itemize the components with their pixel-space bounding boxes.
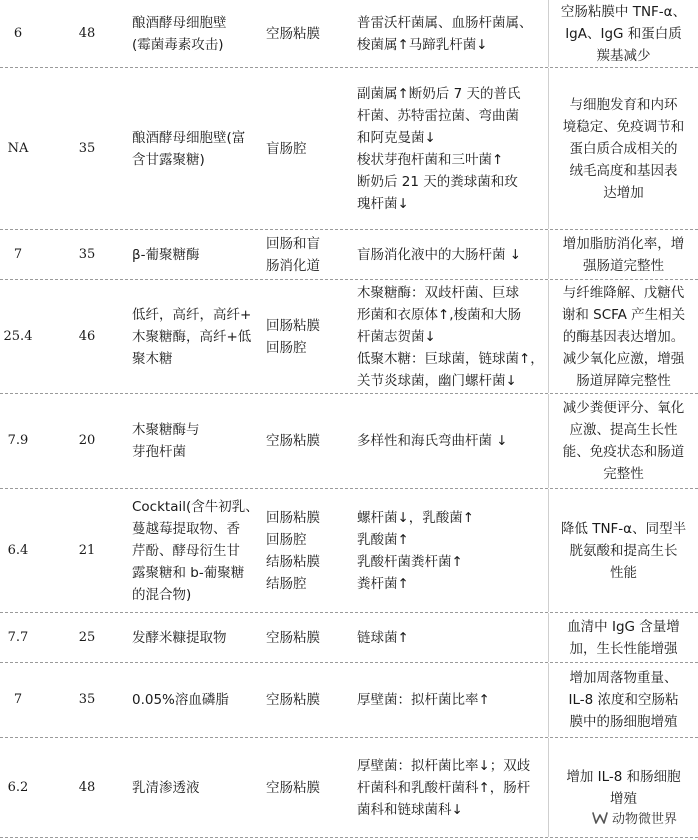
effect-cell-line: 能、免疫状态和肠道 bbox=[562, 444, 685, 460]
additive-cell-line: Cocktail(含牛初乳、 bbox=[132, 498, 259, 515]
effect-cell-line: 羰基减少 bbox=[596, 47, 651, 64]
effect-cell bbox=[548, 68, 698, 229]
additive-cell bbox=[129, 663, 259, 737]
watermark-text: 动物微世界 bbox=[611, 812, 677, 827]
microbiota-change-cell-line: 盲肠消化液中的大肠杆菌 ↓ bbox=[357, 246, 522, 263]
additive-cell bbox=[129, 489, 259, 612]
weaning-age-cell: 25.4 bbox=[3, 328, 33, 344]
microbiota-change-cell-line: 杆菌科和乳酸杆菌科↑，肠杆 bbox=[357, 779, 531, 796]
additive-cell bbox=[129, 230, 259, 279]
weaning-age-cell: 7 bbox=[13, 692, 23, 707]
microbiota-change-cell bbox=[355, 394, 548, 488]
trial-days-cell: 48 bbox=[78, 25, 96, 41]
microbiota-change-cell bbox=[355, 230, 548, 279]
additive-cell-line: 含甘露聚糖) bbox=[132, 151, 205, 168]
additive-cell-line: 发酵米糠提取物 bbox=[132, 629, 227, 646]
sample-site-cell-line: 空肠粘膜 bbox=[266, 692, 320, 708]
weaning-age-cell: 7 bbox=[13, 246, 23, 262]
sample-site-cell bbox=[260, 663, 355, 737]
effect-cell bbox=[548, 489, 698, 612]
weaning-age-cell: 6.4 bbox=[7, 542, 29, 558]
sample-site-cell-line: 回肠粘膜 bbox=[266, 509, 320, 526]
weaning-age-cell: 7.7 bbox=[7, 629, 29, 645]
effect-cell-line: 空肠粘膜中 TNF-α、 bbox=[560, 3, 687, 20]
microbiota-change-cell-line: 低聚木糖：巨球菌，链球菌↑， bbox=[357, 350, 544, 367]
table-row bbox=[0, 280, 698, 394]
sample-site-cell bbox=[260, 489, 355, 612]
sample-site-cell bbox=[260, 280, 355, 393]
sample-site-cell bbox=[260, 0, 355, 67]
microbiota-change-cell bbox=[355, 0, 548, 67]
additive-cell-line: 低纤，高纤，高纤+ bbox=[132, 306, 252, 323]
microbiota-change-cell-line: 乳酸菌↑ bbox=[357, 531, 409, 548]
effect-cell-line: 与纤维降解、戊糖代 bbox=[562, 284, 685, 301]
sample-site-cell-line: 回肠腔 bbox=[266, 339, 307, 356]
sample-site-cell bbox=[260, 394, 355, 488]
table-row bbox=[0, 663, 698, 738]
trial-days-cell: 46 bbox=[78, 328, 96, 344]
microbiota-change-cell-line: 断奶后 21 天的粪球菌和玫 bbox=[357, 173, 518, 190]
effect-cell bbox=[548, 663, 698, 737]
additive-cell-line: 木聚糖酶与 bbox=[132, 422, 200, 438]
effect-cell bbox=[548, 280, 698, 393]
microbiota-change-cell-line: 粪杆菌↑ bbox=[357, 575, 409, 592]
microbiota-change-cell bbox=[355, 280, 548, 393]
additive-cell-line: 乳清渗透液 bbox=[132, 779, 200, 796]
additive-cell-line: 蔓越莓提取物、香 bbox=[132, 520, 240, 537]
effect-cell-line: 应激、提高生长性 bbox=[569, 422, 678, 438]
additive-cell-line: 酿酒酵母细胞壁 bbox=[132, 14, 227, 31]
sample-site-cell-line: 结肠粘膜 bbox=[266, 553, 320, 570]
additive-cell bbox=[129, 68, 259, 229]
effect-cell-line: 减少氧化应激，增强 bbox=[562, 350, 685, 367]
microbiota-change-cell-line: 梭状芽孢杆菌和三叶菌↑ bbox=[357, 151, 504, 168]
effect-cell-line: 性能 bbox=[609, 564, 637, 581]
sample-site-cell-line: 结肠腔 bbox=[266, 575, 307, 592]
microbiota-change-cell-line: 厚壁菌：拟杆菌比率↓；双歧 bbox=[357, 757, 531, 774]
weaning-age-cell: 6 bbox=[13, 25, 23, 41]
sample-site-cell-line: 回肠腔 bbox=[266, 531, 307, 548]
table-row bbox=[0, 613, 698, 663]
effect-cell-line: 增殖 bbox=[610, 790, 637, 807]
additive-cell-line: β-葡聚糖酶 bbox=[132, 246, 200, 263]
microbiota-change-cell bbox=[355, 489, 548, 612]
effect-cell-line: IgA、IgG 和蛋白质 bbox=[565, 25, 682, 42]
additive-cell-line: 聚木糖 bbox=[132, 350, 173, 367]
sample-site-cell-line: 盲肠腔 bbox=[266, 140, 307, 157]
microbiota-change-cell-line: 螺杆菌↓，乳酸菌↑ bbox=[357, 509, 475, 526]
microbiota-change-cell-line: 乳酸杆菌粪杆菌↑ bbox=[357, 553, 463, 570]
additive-cell-line: 木聚糖酶，高纤+低 bbox=[132, 328, 252, 345]
weaning-age-cell: NA bbox=[7, 140, 29, 156]
effect-cell-line: 增加周落物重量、 bbox=[569, 670, 678, 686]
table-row bbox=[0, 394, 698, 489]
effect-cell-line: 减少粪便评分、氧化 bbox=[562, 400, 685, 416]
additive-cell-line: 的混合物) bbox=[132, 586, 192, 603]
effect-cell-line: 强肠道完整性 bbox=[583, 257, 664, 274]
trial-days-cell: 35 bbox=[78, 692, 96, 707]
effect-cell-line: 境稳定、免疫调节和 bbox=[562, 118, 685, 135]
effect-cell-line: 完整性 bbox=[603, 466, 644, 482]
wechat-channel-icon bbox=[592, 811, 608, 825]
microbiota-change-cell-line: 梭菌属↑马蹄乳杆菌↓ bbox=[357, 36, 488, 53]
effect-cell-line: 谢和 SCFA 产生相关 bbox=[561, 306, 686, 323]
effect-cell-line: 降低 TNF-α、同型半 bbox=[560, 520, 687, 537]
microbiota-change-cell-line: 瑰杆菌↓ bbox=[357, 195, 409, 212]
table-row bbox=[0, 489, 698, 613]
effect-cell bbox=[548, 613, 698, 662]
microbiota-change-cell-line: 链球菌↑ bbox=[357, 629, 409, 646]
effect-cell-line: IL-8 浓度和空肠粘 bbox=[568, 692, 679, 708]
weaning-age-cell: 6.2 bbox=[7, 779, 29, 795]
additive-cell-line: 芹酚、酵母衍生甘 bbox=[132, 542, 240, 559]
microbiota-change-cell-line: 形菌和衣原体↑,梭菌和大肠 bbox=[357, 306, 522, 323]
effect-cell-line: 血清中 IgG 含量增 bbox=[567, 618, 680, 635]
sample-site-cell-line: 肠消化道 bbox=[266, 257, 320, 274]
additive-cell-line: 酿酒酵母细胞壁(富 bbox=[132, 129, 246, 146]
microbiota-change-cell bbox=[355, 68, 548, 229]
table-row bbox=[0, 68, 698, 230]
sample-site-cell-line: 空肠粘膜 bbox=[266, 25, 320, 42]
microbiota-change-cell-line: 多样性和海氏弯曲杆菌 ↓ bbox=[357, 433, 508, 449]
effect-cell-line: 增加脂肪消化率，增 bbox=[562, 235, 685, 252]
microbiota-change-cell bbox=[355, 663, 548, 737]
additive-cell-line: 露聚糖和 b-葡聚糖 bbox=[132, 564, 245, 581]
effect-cell bbox=[548, 394, 698, 488]
additive-cell bbox=[129, 280, 259, 393]
additive-cell-line: (霉菌毒素攻击) bbox=[132, 36, 224, 53]
additive-cell-line: 0.05%溶血磷脂 bbox=[132, 692, 229, 708]
additive-cell-line: 芽孢杆菌 bbox=[132, 444, 186, 460]
sample-site-cell bbox=[260, 230, 355, 279]
sample-site-cell-line: 回肠粘膜 bbox=[266, 317, 320, 334]
trial-days-cell: 35 bbox=[78, 140, 96, 156]
effect-cell-line: 蛋白质合成相关的 bbox=[569, 140, 678, 157]
sample-site-cell-line: 空肠粘膜 bbox=[266, 779, 320, 796]
effect-cell-line: 增加 IL-8 和肠细胞 bbox=[566, 768, 681, 785]
microbiota-change-cell-line: 副菌属↑断奶后 7 天的普氏 bbox=[357, 85, 521, 102]
sample-site-cell-line: 空肠粘膜 bbox=[266, 629, 320, 646]
sample-site-cell-line: 回肠和盲 bbox=[266, 235, 320, 252]
table-row bbox=[0, 230, 698, 280]
microbiota-change-cell-line: 杆菌志贺菌↓ bbox=[357, 328, 436, 345]
effect-cell-line: 与细胞发育和内环 bbox=[569, 96, 678, 113]
weaning-age-cell: 7.9 bbox=[7, 433, 29, 448]
sample-site-cell bbox=[260, 613, 355, 662]
microbiota-change-cell-line: 木聚糖酶：双歧杆菌、巨球 bbox=[357, 284, 519, 301]
effect-cell-line: 膜中的肠细胞增殖 bbox=[569, 714, 678, 730]
effect-cell-line: 达增加 bbox=[603, 184, 644, 201]
table-row bbox=[0, 0, 698, 68]
effect-cell-line: 的酶基因表达增加。 bbox=[562, 328, 685, 345]
effect-cell-line: 绒毛高度和基因表 bbox=[569, 162, 678, 179]
trial-days-cell: 35 bbox=[78, 246, 96, 262]
effect-cell bbox=[548, 0, 698, 67]
effect-cell-line: 肠道屏障完整性 bbox=[576, 372, 671, 389]
microbiota-change-cell-line: 厚壁菌：拟杆菌比率↑ bbox=[357, 692, 490, 708]
trial-days-cell: 20 bbox=[78, 433, 96, 448]
microbiota-change-cell bbox=[355, 738, 548, 837]
microbiota-change-cell-line: 杆菌、苏特雷拉菌、弯曲菌 bbox=[357, 107, 519, 124]
sample-site-cell bbox=[260, 738, 355, 837]
effect-cell bbox=[548, 230, 698, 279]
microbiota-change-cell-line: 普雷沃杆菌属、血肠杆菌属、 bbox=[357, 14, 533, 31]
trial-days-cell: 25 bbox=[78, 629, 96, 645]
sample-site-cell bbox=[260, 68, 355, 229]
microbiota-change-cell-line: 菌科和链球菌科↓ bbox=[357, 801, 463, 818]
effect-cell-line: 胱氨酸和提高生长 bbox=[569, 542, 678, 559]
additive-cell bbox=[129, 738, 259, 837]
effect-cell-line: 加，生长性能增强 bbox=[569, 640, 678, 657]
additive-cell bbox=[129, 0, 259, 67]
microbiota-change-cell-line: 关节炎球菌，幽门螺杆菌↓ bbox=[357, 372, 517, 389]
microbiota-change-cell bbox=[355, 613, 548, 662]
watermark bbox=[589, 807, 680, 828]
sample-site-cell-line: 空肠粘膜 bbox=[266, 433, 320, 449]
additive-cell bbox=[129, 394, 259, 488]
microbiota-change-cell-line: 和阿克曼菌↓ bbox=[357, 129, 436, 146]
trial-days-cell: 21 bbox=[78, 542, 96, 558]
additive-cell bbox=[129, 613, 259, 662]
trial-days-cell: 48 bbox=[78, 779, 96, 795]
